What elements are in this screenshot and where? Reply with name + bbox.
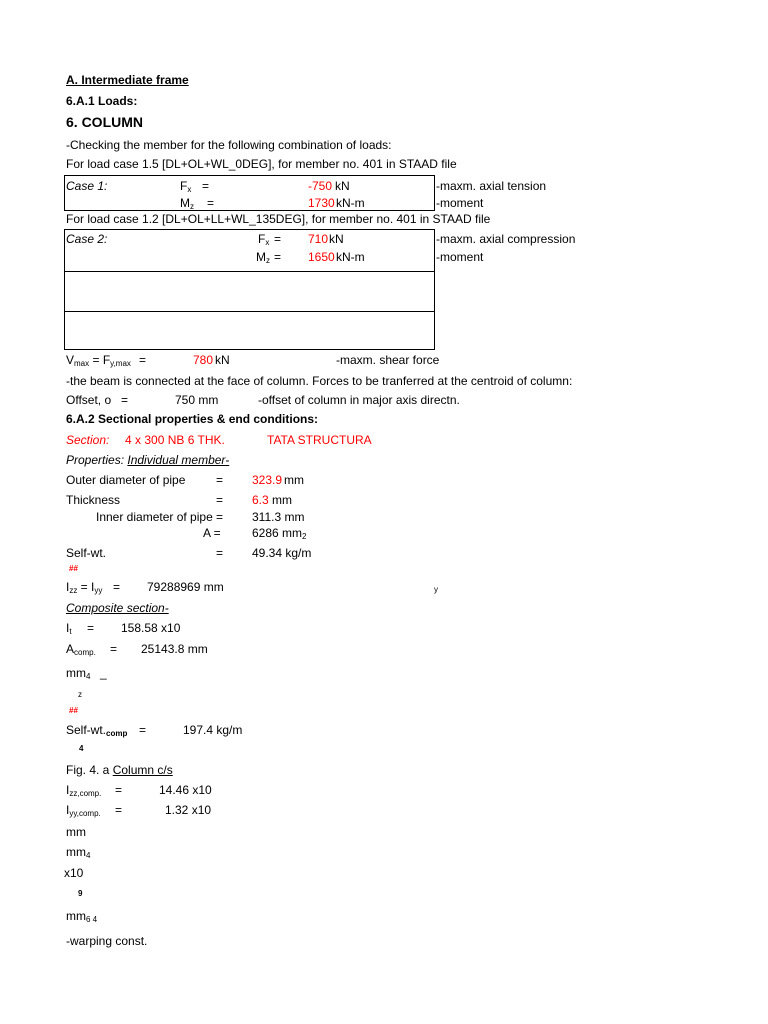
thickness-unit: mm — [272, 493, 292, 507]
section-value: 4 x 300 NB 6 THK. — [125, 433, 225, 447]
inner-dia-value: 311.3 mm — [252, 510, 305, 524]
case1-fx-unit: kN — [335, 179, 350, 193]
checking-text: -Checking the member for the following combination of loads: — [66, 138, 392, 152]
shear-eq: = — [139, 353, 147, 367]
sectional-heading: 6.A.2 Sectional properties & end conditions: — [66, 412, 319, 426]
self-wt-eq: = — [216, 546, 224, 560]
case1-fx-symbol: $F_x$ — [180, 179, 192, 194]
properties-label: Properties: Individual member- — [66, 453, 230, 467]
case1-fx-value: -750 — [308, 179, 333, 193]
acomp-eq: = — [110, 642, 118, 656]
composite-label: Composite section- — [66, 601, 169, 615]
case2-fx-value: 710 — [308, 232, 329, 246]
mm4-text: $mm_4$ — [66, 666, 91, 681]
case2-mz-symbol: $M_z$ — [256, 250, 270, 265]
izz-comp-value: 14.46 x10 — [159, 783, 212, 797]
case1-mz-note: -moment — [436, 196, 484, 210]
mm-label-a: mm — [66, 825, 86, 839]
mm4-dash: _ — [100, 666, 107, 680]
shear-symbols: $V_{max} = F_{y,max}$ — [66, 353, 131, 368]
case2-fx-unit: kN — [329, 232, 344, 246]
case2-mz-value: 1650 — [308, 250, 335, 264]
izz-comp-eq: = — [115, 783, 123, 797]
case1-mz-eq: = — [207, 196, 215, 210]
case1-label: Case 1: — [66, 179, 108, 193]
case1-box — [64, 175, 435, 211]
case1-load-case-text: For load case 1.5 [DL+OL+WL_0DEG], for member no. 401 in STAAD file — [66, 157, 457, 171]
mm4-label-b: $mm_4$ — [66, 845, 91, 860]
offset-note: -offset of column in major axis directn. — [258, 393, 460, 407]
offset-label: Offset, o — [66, 393, 112, 407]
outer-dia-label: Outer diameter of pipe — [66, 473, 186, 487]
inner-dia-label: Inner diameter of pipe — [96, 510, 213, 524]
case2-load-case-text: For load case 1.2 [DL+OL+LL+WL_135DEG], for member no. 401 in STAAD file — [66, 212, 491, 226]
outer-dia-eq: = — [216, 473, 224, 487]
area-label: A = — [203, 526, 221, 540]
z-axis-label: z — [78, 690, 82, 699]
izz-value: 79288969 mm — [147, 580, 224, 594]
y-axis-label: y — [434, 585, 438, 594]
inner-dia-eq: = — [216, 510, 224, 524]
case2-divider-1 — [64, 271, 435, 272]
self-wt-comp-value: 197.4 kg/m — [183, 723, 243, 737]
thickness-label: Thickness — [66, 493, 121, 507]
shear-value: 780 — [193, 353, 214, 367]
shear-unit: kN — [215, 353, 230, 367]
it-eq: = — [87, 621, 95, 635]
section-title: A. Intermediate frame — [66, 73, 189, 87]
case2-mz-note: -moment — [436, 250, 484, 264]
case2-mz-eq: = — [274, 250, 282, 264]
section-label: Section: — [66, 433, 110, 447]
self-wt-comp-label: Self-$wt._{comp}$ — [66, 723, 128, 738]
case2-fx-note: -maxm. axial compression — [436, 232, 576, 246]
outer-dia-unit: mm — [284, 473, 304, 487]
x10-label: x10 — [64, 866, 84, 880]
case2-fx-eq: = — [274, 232, 282, 246]
four-label: 4 — [79, 744, 84, 753]
case1-mz-value: 1730 — [308, 196, 335, 210]
acomp-value: 25143.8 mm — [141, 642, 208, 656]
offset-value: 750 mm — [175, 393, 219, 407]
self-wt-value: 49.34 kg/m — [252, 546, 312, 560]
area-value: 6286 $mm_2$ — [252, 526, 307, 541]
thickness-eq: = — [216, 493, 224, 507]
iyy-comp-value: 1.32 x10 — [165, 803, 212, 817]
case1-mz-unit: kN-m — [336, 196, 365, 210]
hash-1: ## — [69, 564, 78, 573]
self-wt-comp-eq: = — [139, 723, 147, 737]
izz-eq: = — [113, 580, 121, 594]
self-wt-label: Self-wt. — [66, 546, 107, 560]
beam-text: -the beam is connected at the face of column. Forces to be tranferred at the centroid of column: — [66, 374, 573, 388]
case1-mz-symbol: $M_z$ — [180, 196, 194, 211]
case2-mz-unit: kN-m — [336, 250, 365, 264]
nine-label: 9 — [78, 889, 83, 898]
column-heading: 6. COLUMN — [66, 114, 143, 130]
it-symbol: $I_t$ — [66, 621, 72, 636]
case2-box — [64, 229, 435, 350]
izz-comp-symbol: $I_{zz,comp.}$ — [66, 783, 102, 798]
case2-fx-symbol: $F_x$ — [258, 232, 270, 247]
mm6-label: $mm_{6 4}$ — [66, 909, 98, 924]
thickness-value: 6.3 — [252, 493, 269, 507]
case2-label: Case 2: — [66, 232, 108, 246]
iyy-comp-eq: = — [115, 803, 123, 817]
case1-fx-eq: = — [202, 179, 210, 193]
outer-dia-value: 323.9 — [252, 473, 283, 487]
izz-iyy: $I_{zz} = I_{yy}$ — [66, 580, 103, 595]
hash-2: ## — [69, 706, 78, 715]
loads-heading: 6.A.1 Loads: — [66, 94, 138, 108]
it-value: 158.58 x10 — [121, 621, 181, 635]
shear-note: -maxm. shear force — [336, 353, 440, 367]
section-brand: TATA STRUCTURA — [267, 433, 372, 447]
case2-divider-2 — [64, 311, 435, 312]
offset-eq: = — [121, 393, 129, 407]
iyy-comp-symbol: $I_{yy,comp.}$ — [66, 803, 101, 818]
acomp-symbol: $A_{comp.}$ — [66, 642, 96, 657]
warping-label: -warping const. — [66, 934, 148, 948]
case1-fx-note: -maxm. axial tension — [436, 179, 547, 193]
fig-caption: Fig. 4. a Column c/s — [66, 763, 173, 777]
